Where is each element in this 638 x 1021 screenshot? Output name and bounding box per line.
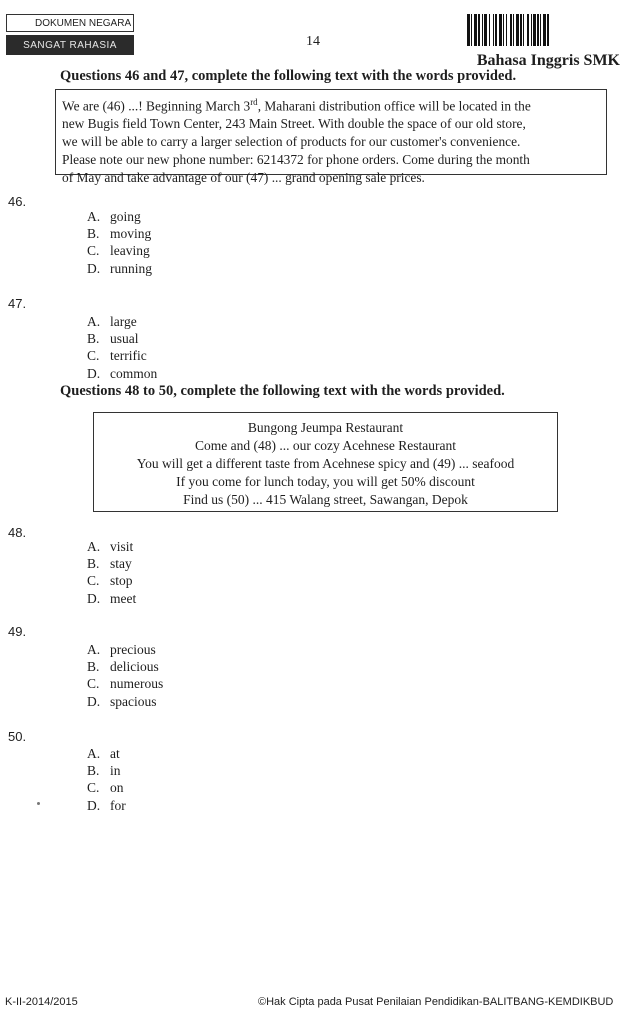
option-letter: C. bbox=[87, 780, 100, 796]
question-46-options bbox=[87, 208, 152, 277]
option-letter: C. bbox=[87, 676, 100, 692]
classification-label-bottom bbox=[6, 35, 134, 55]
barcode-icon bbox=[467, 14, 624, 46]
question-50-options bbox=[87, 745, 126, 814]
option[interactable] bbox=[87, 658, 163, 675]
option[interactable] bbox=[87, 555, 136, 572]
option-letter: D. bbox=[87, 797, 101, 813]
option-text: numerous bbox=[110, 676, 164, 692]
passage1-line: Please note our new phone number: 6214372 for phone orders. Come during the month bbox=[62, 152, 530, 168]
option-text: precious bbox=[110, 642, 156, 657]
option[interactable] bbox=[87, 762, 126, 779]
option-letter: D. bbox=[87, 365, 101, 381]
page-number: 14 bbox=[306, 34, 320, 49]
option-text: spacious bbox=[110, 693, 157, 709]
option-text: stop bbox=[110, 573, 133, 589]
question-47-options bbox=[87, 313, 157, 382]
option[interactable] bbox=[87, 347, 157, 364]
option-letter: B. bbox=[87, 659, 100, 675]
option-letter: D. bbox=[87, 260, 101, 276]
option-text: in bbox=[110, 763, 121, 779]
footer-code: K-II-2014/2015 bbox=[5, 996, 78, 1008]
passage2-line: Find us (50) ... 415 Walang street, Sawangan, Depok bbox=[183, 492, 468, 507]
option-letter: B. bbox=[87, 763, 100, 779]
option-text: running bbox=[110, 260, 152, 276]
option-letter: B. bbox=[87, 331, 100, 347]
option-text: leaving bbox=[110, 243, 150, 259]
option[interactable] bbox=[87, 313, 157, 330]
question-number: 50. bbox=[8, 729, 27, 744]
option-text: terrific bbox=[110, 348, 147, 364]
passage1-line: new Bugis field Town Center, 243 Main Street. With double the space of our old store, bbox=[62, 116, 526, 132]
option-letter: A. bbox=[87, 746, 101, 761]
passage2-line: You will get a different taste from Acehnese spicy and (49) ... seafood bbox=[136, 456, 515, 471]
option-letter: B. bbox=[87, 556, 100, 572]
subject-title: Bahasa Inggris SMK bbox=[476, 52, 620, 69]
question-49-options bbox=[87, 641, 163, 710]
option-letter: A. bbox=[87, 539, 101, 554]
question-number: 48. bbox=[8, 525, 27, 540]
option-letter: C. bbox=[87, 348, 100, 364]
option-text: delicious bbox=[110, 659, 159, 675]
option[interactable] bbox=[87, 330, 157, 347]
passage1-line: We are (46) ...! Beginning March 3rd, Maharani distribution office will be located in the bbox=[62, 97, 531, 114]
option[interactable] bbox=[87, 590, 136, 607]
question-number: 47. bbox=[8, 296, 27, 311]
question-number: 46. bbox=[8, 194, 27, 209]
option[interactable] bbox=[87, 260, 152, 277]
option-letter: C. bbox=[87, 243, 100, 259]
option-letter: A. bbox=[87, 642, 101, 657]
option-letter: A. bbox=[87, 314, 101, 329]
option[interactable] bbox=[87, 779, 126, 796]
option-letter: A. bbox=[87, 209, 101, 224]
option-text: meet bbox=[110, 590, 137, 606]
passage-box-2 bbox=[93, 412, 558, 512]
option[interactable] bbox=[87, 365, 157, 382]
section1-instruction: Questions 46 and 47, complete the following text with the words provided. bbox=[60, 68, 517, 84]
option-letter: D. bbox=[87, 693, 101, 709]
option-text: common bbox=[110, 365, 158, 381]
option[interactable] bbox=[87, 538, 136, 555]
classification-label-top bbox=[6, 14, 134, 32]
passage1-line: we will be able to carry a larger selection of products for our customer's convenience. bbox=[62, 134, 521, 150]
passage2-line: Come and (48) ... our cozy Acehnese Restaurant bbox=[195, 438, 456, 453]
classification-bottom-text: SANGAT RAHASIA bbox=[23, 39, 117, 51]
classification-top-text: DOKUMEN NEGARA bbox=[35, 17, 132, 29]
option[interactable] bbox=[87, 208, 152, 225]
option-text: moving bbox=[110, 226, 152, 242]
question-number: 49. bbox=[8, 624, 27, 639]
option[interactable] bbox=[87, 225, 152, 242]
option[interactable] bbox=[87, 797, 126, 814]
question-48-options bbox=[87, 538, 136, 607]
option-text: usual bbox=[110, 331, 139, 347]
option-letter: D. bbox=[87, 590, 101, 606]
passage2-line: If you come for lunch today, you will get 50% discount bbox=[176, 474, 475, 489]
option-letter: B. bbox=[87, 226, 100, 242]
option-text: at bbox=[110, 746, 120, 761]
section2-instruction: Questions 48 to 50, complete the following text with the words provided. bbox=[60, 383, 505, 399]
option-text: stay bbox=[110, 556, 132, 572]
option-text: large bbox=[110, 314, 137, 329]
option[interactable] bbox=[87, 675, 163, 692]
option[interactable] bbox=[87, 242, 152, 259]
passage-box-1 bbox=[55, 89, 607, 186]
passage1-line: of May and take advantage of our (47) ... grand opening sale prices. bbox=[62, 170, 425, 186]
option[interactable] bbox=[87, 745, 126, 762]
option-text: visit bbox=[110, 539, 134, 554]
option[interactable] bbox=[87, 693, 163, 710]
option-letter: C. bbox=[87, 573, 100, 589]
option[interactable] bbox=[87, 641, 163, 658]
option-text: going bbox=[110, 209, 141, 224]
option-text: on bbox=[110, 780, 124, 796]
scan-speck bbox=[37, 802, 40, 805]
footer-copyright: ©Hak Cipta pada Pusat Penilaian Pendidikan-BALITBANG-KEMDIKBUD bbox=[258, 996, 614, 1008]
option[interactable] bbox=[87, 572, 136, 589]
passage2-line: Bungong Jeumpa Restaurant bbox=[247, 420, 404, 435]
option-text: for bbox=[110, 797, 126, 813]
